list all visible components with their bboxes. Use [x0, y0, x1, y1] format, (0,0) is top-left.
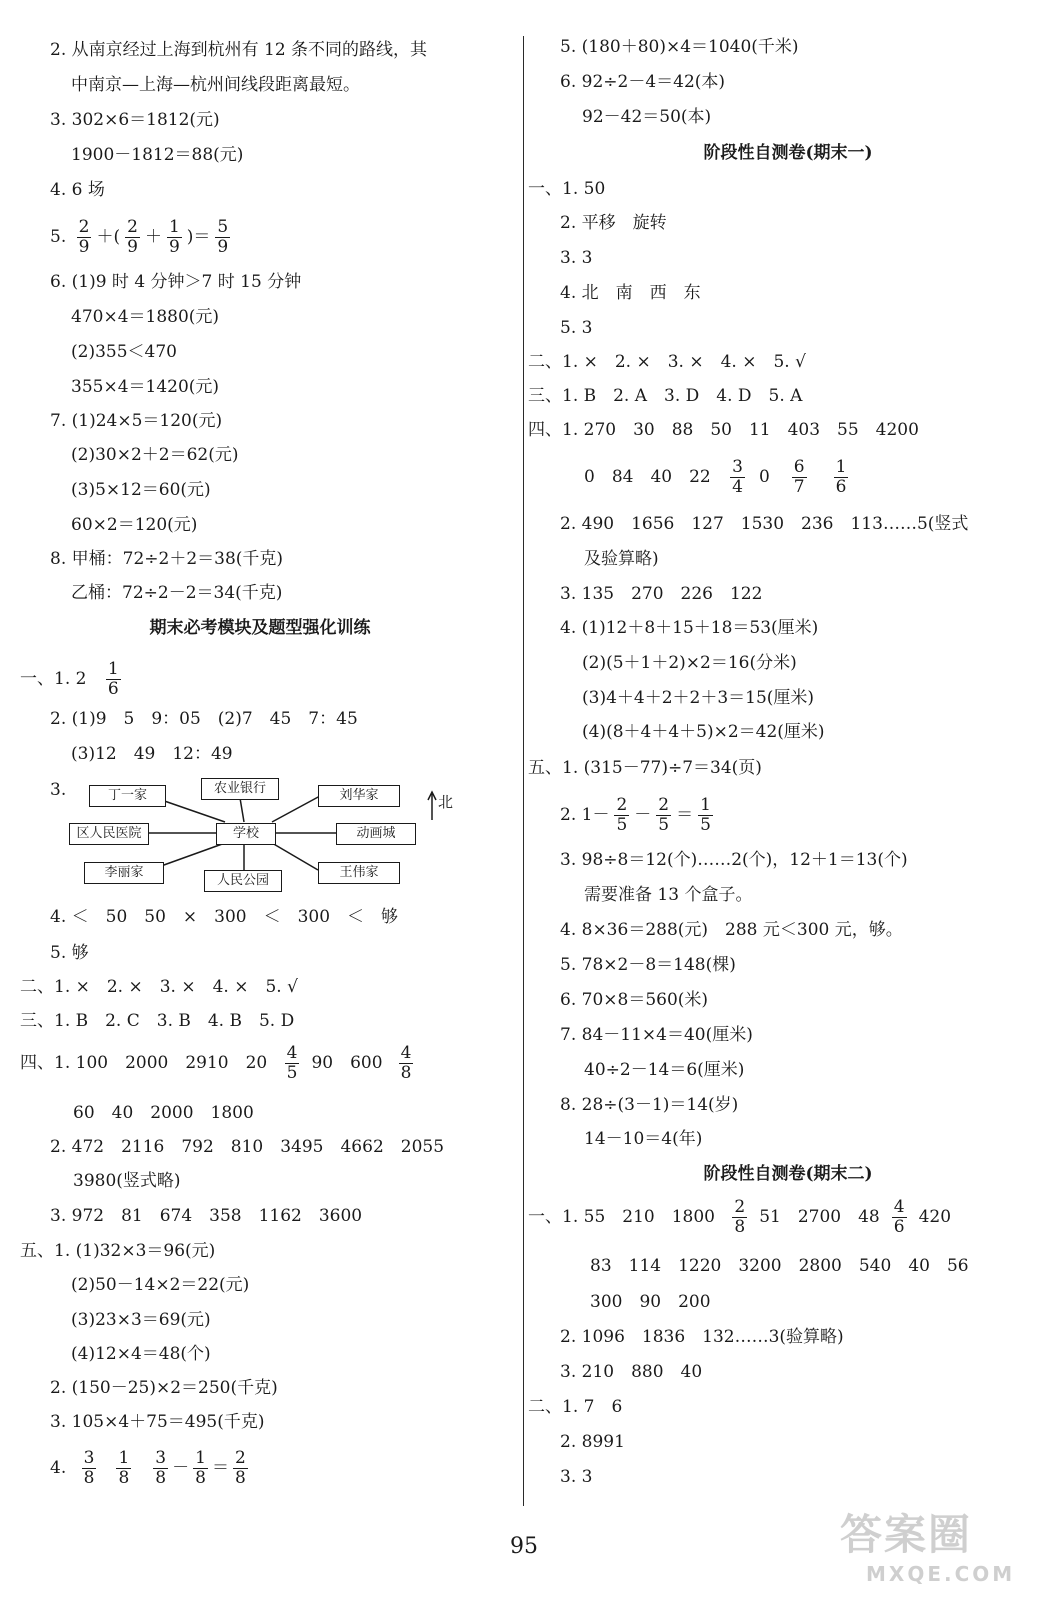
answer-line: 3. 135 270 226 122	[560, 584, 763, 604]
answer-line: 1900－1812＝88(元)	[71, 145, 244, 165]
map-node-lili-home: 李丽家	[84, 862, 164, 884]
fraction: $\frac{2}{5}$	[616, 795, 628, 835]
answer-line: 3980(竖式略)	[73, 1171, 181, 1191]
fraction-answer-line: 四、1. 100 2000 2910 20 $\frac{4}{5}$ 90 600 $\frac{4}{8}$	[20, 1043, 412, 1083]
answer-line: 14－10＝4(年)	[584, 1129, 703, 1149]
fraction-answer-line: 4. $\frac{3}{8}$ $\frac{1}{8}$ $\frac{3}{8}$ － $\frac{1}{8}$ ＝ $\frac{2}{8}$	[50, 1448, 246, 1488]
fraction: $\frac{3}{8}$	[155, 1448, 167, 1488]
answer-line: (4)12×4＝48(个)	[71, 1344, 211, 1364]
watermark-logo: 答案圈 MXQE.COM	[840, 1510, 1016, 1586]
map-node-wangwei-home: 王伟家	[318, 862, 400, 884]
answer-line: 8. 甲桶：72÷2＋2＝38(千克)	[50, 549, 284, 569]
answer-line: 60×2＝120(元)	[71, 515, 198, 535]
answer-line: (2)355＜470	[71, 342, 177, 362]
fraction: $\frac{2}{8}$	[234, 1448, 246, 1488]
fraction-answer-line: 0 84 40 22 $\frac{3}{4}$ 0 $\frac{6}{7}$ $\frac{1}{6}$	[584, 457, 847, 497]
section-title: 阶段性自测卷(期末二)	[703, 1164, 873, 1184]
answer-line: 40÷2－14＝6(厘米)	[584, 1060, 745, 1080]
answer-line: 需要准备 13 个盒子。	[584, 885, 753, 905]
answer-line: 及验算略)	[584, 549, 659, 569]
fraction: $\frac{1}{6}$	[835, 457, 847, 497]
answer-line: 4. ＜ 50 50 × 300 ＜ 300 ＜ 够	[50, 907, 399, 927]
answer-line: (4)(8＋4＋4＋5)×2＝42(厘米)	[582, 722, 825, 742]
answer-line: 一、1. 50	[528, 179, 606, 199]
fraction: $\frac{2}{9}$	[78, 217, 90, 257]
answer-line: 二、1. × 2. × 3. × 4. × 5. √	[528, 352, 806, 372]
fraction: $\frac{5}{9}$	[217, 217, 229, 257]
answer-line: 乙桶：72÷2－2＝34(千克)	[71, 583, 283, 603]
answer-line: 4. 8×36＝288(元) 288 元＜300 元，够。	[560, 920, 903, 940]
fraction: $\frac{4}{8}$	[400, 1043, 412, 1083]
answer-line: 2. 8991	[560, 1432, 625, 1452]
answer-line: 中南京—上海—杭州间线段距离最短。	[71, 75, 360, 95]
north-arrow-label: 北	[438, 793, 454, 811]
answer-line: 2. (1)9 5 9：05 (2)7 45 7：45	[50, 709, 358, 729]
answer-line: 2. 1096 1836 132……3(验算略)	[560, 1327, 844, 1347]
map-node-dingyi-home: 丁一家	[89, 785, 166, 807]
answer-line: 3. 3	[560, 248, 593, 268]
map-node-liuhua-home: 刘华家	[318, 785, 400, 807]
fraction-answer-line: 5. $\frac{2}{9}$ ＋( $\frac{2}{9}$ ＋ $\frac{1}{9}$ )＝ $\frac{5}{9}$	[50, 217, 229, 257]
answer-line: 8. 28÷(3－1)＝14(岁)	[560, 1095, 739, 1115]
answer-line: 2. 从南京经过上海到杭州有 12 条不同的路线，其	[50, 40, 428, 60]
answer-line: 2. 472 2116 792 810 3495 4662 2055	[50, 1137, 445, 1157]
answer-line: 3. 210 880 40	[560, 1362, 703, 1382]
answer-line: 355×4＝1420(元)	[71, 377, 220, 397]
answer-line: 6. 92÷2－4＝42(本)	[560, 72, 726, 92]
fraction: $\frac{1}{9}$	[168, 217, 180, 257]
fraction: $\frac{1}{8}$	[195, 1448, 206, 1488]
answer-line: 470×4＝1880(元)	[71, 307, 220, 327]
section-title: 阶段性自测卷(期末一)	[703, 143, 873, 163]
fraction: $\frac{1}{8}$	[118, 1448, 130, 1488]
fraction: $\frac{3}{4}$	[732, 457, 743, 497]
fraction: $\frac{3}{8}$	[83, 1448, 95, 1488]
fraction: $\frac{2}{5}$	[658, 795, 670, 835]
answer-line: (3)4＋4＋2＋2＋3＝15(厘米)	[582, 688, 815, 708]
fraction: $\frac{1}{5}$	[700, 795, 711, 835]
fraction-answer-line: 一、1. 2 $\frac{1}{6}$	[20, 659, 119, 699]
fraction: $\frac{1}{6}$	[107, 659, 119, 699]
map-node-district-hospital: 区人民医院	[69, 823, 149, 845]
answer-line: 4. 北 南 西 东	[560, 283, 701, 303]
map-connector-lines	[0, 0, 520, 900]
section-title: 期末必考模块及题型强化训练	[149, 618, 371, 638]
fraction: $\frac{4}{6}$	[893, 1197, 905, 1237]
fraction: $\frac{6}{7}$	[793, 457, 805, 497]
answer-line: 2. 490 1656 127 1530 236 113……5(竖式	[560, 514, 969, 534]
map-node-peoples-park: 人民公园	[204, 870, 282, 892]
answer-line: (2)(5＋1＋2)×2＝16(分米)	[582, 653, 797, 673]
answer-line: (3)23×3＝69(元)	[71, 1310, 211, 1330]
answer-line: 4. 6 场	[50, 180, 105, 200]
answer-line: 5. 够	[50, 943, 89, 963]
fraction: $\frac{4}{5}$	[286, 1043, 298, 1083]
answer-line: (2)30×2＋2＝62(元)	[71, 445, 239, 465]
answer-line: 五、1. (1)32×3＝96(元)	[20, 1241, 216, 1261]
answer-line: 300 90 200	[590, 1292, 711, 1312]
column-divider	[523, 36, 524, 1506]
answer-line: 5. (180＋80)×4＝1040(千米)	[560, 37, 799, 57]
fraction-answer-line: 2. 1－ $\frac{2}{5}$ － $\frac{2}{5}$ ＝ $\frac{1}{5}$	[560, 795, 711, 835]
answer-line: (3)5×12＝60(元)	[71, 480, 211, 500]
answer-line: 五、1. (315－77)÷7＝34(页)	[528, 758, 762, 778]
answer-line: 6. (1)9 时 4 分钟＞7 时 15 分钟	[50, 272, 302, 292]
answer-line: 二、1. 7 6	[528, 1397, 623, 1417]
answer-line: 3. 972 81 674 358 1162 3600	[50, 1206, 363, 1226]
answer-line: (3)12 49 12：49	[71, 744, 233, 764]
answer-line: 2. (150－25)×2＝250(千克)	[50, 1378, 278, 1398]
fraction-answer-line: 一、1. 55 210 1800 $\frac{2}{8}$ 51 2700 48 $\frac{4}{6}$ 420	[528, 1197, 952, 1237]
answer-line: 60 40 2000 1800	[73, 1103, 254, 1123]
answer-line: 6. 70×8＝560(米)	[560, 990, 709, 1010]
answer-line: 三、1. B 2. A 3. D 4. D 5. A	[528, 386, 803, 406]
map-node-agricultural-bank: 农业银行	[201, 778, 279, 800]
answer-line: 四、1. 270 30 88 50 11 403 55 4200	[528, 420, 919, 440]
map-node-animation-city: 动画城	[336, 823, 416, 845]
map-node-school: 学校	[216, 823, 276, 845]
answer-line: (2)50－14×2＝22(元)	[71, 1275, 250, 1295]
answer-line: 3. 3	[560, 1467, 593, 1487]
fraction: $\frac{2}{9}$	[127, 217, 138, 257]
answer-line: 83 114 1220 3200 2800 540 40 56	[590, 1256, 969, 1276]
answer-line: 三、1. B 2. C 3. B 4. B 5. D	[20, 1011, 295, 1031]
answer-line: 3. 98÷8＝12(个)……2(个)，12＋1＝13(个)	[560, 850, 908, 870]
answer-line: 2. 平移 旋转	[560, 213, 667, 233]
answer-line: 7. (1)24×5＝120(元)	[50, 411, 223, 431]
answer-line: 7. 84－11×4＝40(厘米)	[560, 1025, 753, 1045]
answer-line: 5. 3	[560, 318, 593, 338]
answer-line: 3. 105×4＋75＝495(千克)	[50, 1412, 265, 1432]
answer-line: 二、1. × 2. × 3. × 4. × 5. √	[20, 977, 298, 997]
answer-line: 3. 302×6＝1812(元)	[50, 110, 220, 130]
fraction: $\frac{2}{8}$	[734, 1197, 746, 1237]
answer-line: 3.	[50, 780, 67, 800]
page-number: 95	[510, 1534, 538, 1559]
answer-line: 5. 78×2－8＝148(棵)	[560, 955, 736, 975]
answer-line: 4. (1)12＋8＋15＋18＝53(厘米)	[560, 618, 819, 638]
answer-line: 92－42＝50(本)	[582, 107, 712, 127]
